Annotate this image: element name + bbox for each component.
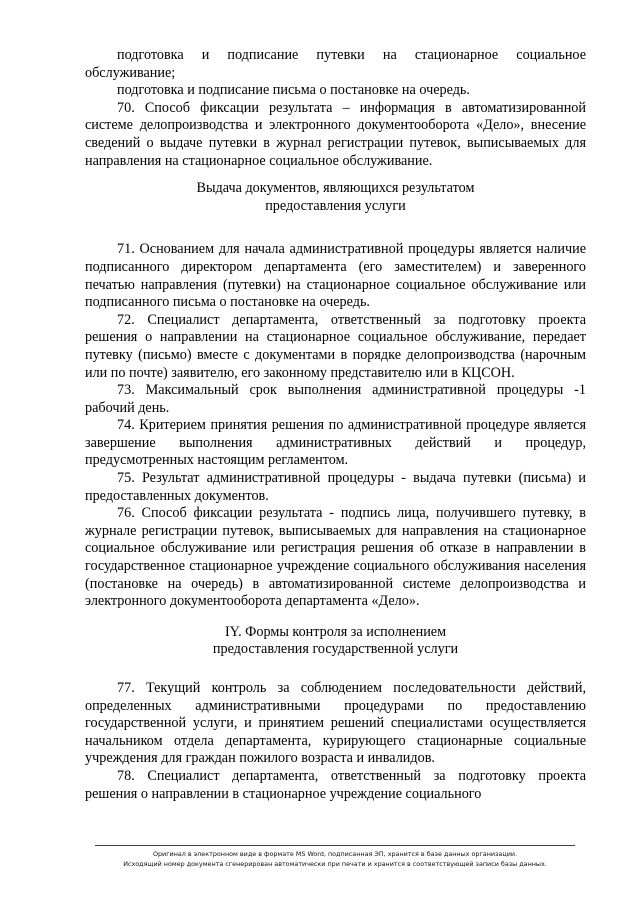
section-heading-issue-documents bbox=[85, 180, 586, 215]
footer-line: Оригинал в электронном виде в формате MS Word, подписанная ЭП, хранится в базе данных организации. bbox=[152, 850, 518, 858]
paragraph-73: 73. Максимальный срок выполнения административной процедуры -1 рабочий день. bbox=[85, 382, 586, 416]
section-heading-control-forms bbox=[85, 624, 586, 659]
page-footer bbox=[95, 845, 575, 869]
list-item-putevka: подготовка и подписание путевки на стационарное социальное обслуживание; bbox=[85, 47, 586, 81]
paragraph-78: 78. Специалист департамента, ответственный за подготовку проекта решения о направлении в стационарное учреждение социального bbox=[85, 767, 586, 802]
paragraph-74: 74. Критерием принятия решения по административной процедуре является завершение выполнения административных действий и процедур, предусмотренных настоящим регламентом. bbox=[85, 417, 586, 469]
paragraph-70: 70. Способ фиксации результата – информация в автоматизированной системе делопроизводства и электронного документооборота «Дело», внесение сведений о выдаче путевки в журнал регистрации путевок, выписываемых для направления на стационарное социальное обслуживание. bbox=[85, 99, 586, 169]
paragraph-72: 72. Специалист департамента, ответственный за подготовку проекта решения о направлении на стационарное социальное обслуживание, передает путевку (письмо) вместе с документами в порядке делопроизводства (нарочным или по почте) заявителю, его законному представителю или в КЦСОН. bbox=[85, 311, 586, 381]
heading-line: IY. Формы контроля за исполнением bbox=[224, 623, 447, 640]
list-item-letter: подготовка и подписание письма о постановке на очередь. bbox=[117, 82, 470, 99]
heading-line: Выдача документов, являющихся результатом bbox=[196, 180, 475, 197]
paragraph-71: 71. Основанием для начала административной процедуры является наличие подписанного директором департамента (его заместителем) и заверенного печатью направления (путевки) на стационарное социальное обслуживание или подписанного письма о постановке на очередь. bbox=[85, 241, 586, 311]
paragraph-77: 77. Текущий контроль за соблюдением последовательности действий, определенных административными процедурами по предоставлению государственной услуги, и принятием решений специалистами осуществляется начальником отдела департамента, курирующего стационарные социальные учреждения для граждан пожилого возраста и инвалидов. bbox=[85, 680, 586, 767]
heading-line: предоставления услуги bbox=[265, 197, 406, 214]
paragraph-75: 75. Результат административной процедуры - выдача путевки (письма) и предоставленных документов. bbox=[85, 470, 586, 504]
document-body bbox=[85, 47, 586, 803]
heading-line: предоставления государственной услуги bbox=[212, 641, 459, 658]
footer-line: Исходящий номер документа сгенерирован автоматически при печати и хранится в соответствующей записи базы данных. bbox=[123, 860, 547, 868]
paragraph-76: 76. Способ фиксации результата - подпись лица, получившего путевку, в журнале регистрации путевок, выписываемых для направления на стационарное социальное обслуживание или регистрация решения об отказе в направлении в государственное стационарное учреждение социального обслуживания населения (постановке на очередь) в автоматизированной системе делопроизводства и электронного документооборота департамента «Дело». bbox=[85, 505, 586, 610]
